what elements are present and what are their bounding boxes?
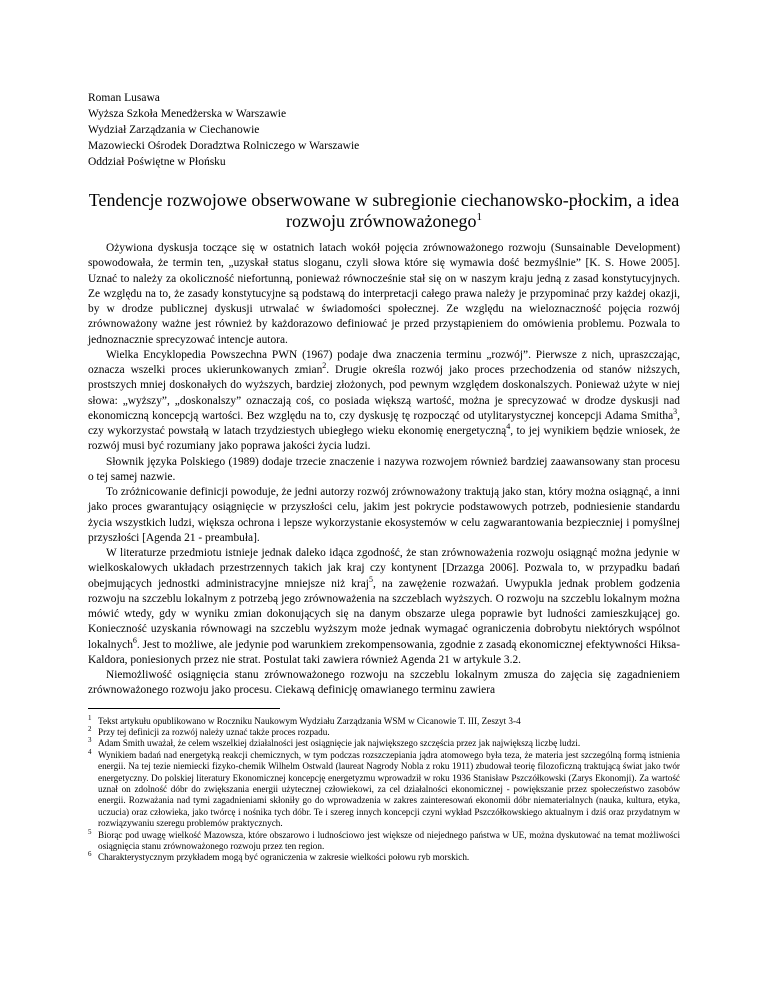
- footnote-ref: 6: [132, 635, 137, 645]
- article-title: [88, 190, 680, 232]
- footnote-text: Biorąc pod uwagę wielkość Mazowsza, które obszarowo i ludnościowo jest większe od niejednego państwa w UE, można dyskutować na temat możliwości osiągnięcia stanu zrównoważonego rozwoju przez ten region.: [98, 829, 680, 851]
- footnote-number: 5: [88, 827, 92, 836]
- paragraph-text: , na zawężenie rozważań. Uwypukla jednak problem godzenia rozwoju na szczeblu lokalnym z potrzebą jego zrównoważenia na szczeblach wyższych. O rozwoju na szczeblu lokalnym można mówić wtedy, gdy w wyniku zmian dokonujących się na danym obszarze ulega poprawie byt ludności zamieszkującej go. Konieczność uzyskania równowagi na szczeblu wyższym może jednak wymagać ograniczenia dobrobytu niektórych wspólnot lokalnych: [88, 577, 680, 651]
- affiliation-line: Wydział Zarządzania w Ciechanowie: [88, 124, 260, 136]
- footnote-text: Charakterystycznym przykładem mogą być ograniczenia w zakresie wielkości połowu ryb morskich.: [98, 852, 470, 863]
- body-paragraph: [88, 241, 680, 348]
- document-page: [88, 90, 680, 864]
- footnote-text: Przy tej definicji za rozwój należy uznać także proces rozpadu.: [98, 726, 330, 737]
- affiliation-line: Oddział Poświętne w Płońsku: [88, 156, 226, 168]
- affiliation-line: Wyższa Szkoła Menedżerska w Warszawie: [88, 108, 287, 120]
- footnote-number: 3: [88, 736, 92, 745]
- paragraph-text: W literaturze przedmiotu istnieje jednak daleko idąca zgodność, że stan zrównoważenia rozwoju osiągnąć można jedynie w wielkoskalowych układach przestrzennych takich jak kraj czy kontynent [Drzazga 2006]. Pozwala to, w przypadku badań obejmujących jednostki administracyjne mniejsze niż kraj: [88, 547, 680, 590]
- footnote: [88, 827, 680, 853]
- footnote-number: 6: [88, 850, 92, 859]
- body-paragraph: [88, 348, 680, 455]
- body-paragraph: [88, 485, 680, 546]
- paragraph-text: , to jej wynikiem będzie wniosek, że rozwój musi być rozumiany jako poprawa jakości życia ludzi.: [88, 425, 680, 453]
- article-body: [88, 241, 680, 699]
- footnotes: [88, 713, 680, 864]
- body-paragraph: [88, 546, 680, 668]
- paragraph-text: Wielka Encyklopedia Powszechna PWN (1967) podaje dwa znaczenia terminu „rozwój”. Pierwsze z nich, upraszczając, oznacza wszelki proces ukierunkowanych zmian: [88, 348, 680, 376]
- paragraph-text: . Jest to możliwe, ale jedynie pod warunkiem zrekompensowania, zgodnie z zasadą ekonomicznej efektywności Hiksa-Kaldora, poniesionych przez nie strat. Postulat taki zawiera również Agenda 21 w artykule 3.2.: [88, 638, 681, 666]
- footnote-number: 1: [88, 713, 92, 722]
- title-footnote-marker: 1: [476, 211, 482, 223]
- affiliation-line: Mazowiecki Ośrodek Doradztwa Rolniczego w Warszawie: [88, 140, 360, 152]
- footnote: [88, 852, 680, 863]
- footnote: [88, 747, 680, 830]
- footnote-ref: 2: [322, 361, 327, 371]
- article-title-text: Tendencje rozwojowe obserwowane w subregionie ciechanowsko-płockim, a idea rozwoju zrównoważonego: [88, 190, 680, 231]
- paragraph-text: . Drugie określa rozwój jako proces przechodzenia od stanów niższych, prostszych mniej doskonałych do wyższych, bardziej złożonych, pod pewnym względem doskonalszych. Ponieważ użyte w niej słowa: „wyższy”, „doskonalszy” oznaczają coś, co posiada większą wartość, można je sprecyzować w drodze dyskusji nad ekonomiczną koncepcją wartości. Bez względu na to, czy dyskusję tę rozpocząć od utylitarystycznej koncepcji Adama Smitha: [88, 364, 680, 422]
- author-name: Roman Lusawa: [88, 92, 160, 104]
- footnote-ref: 5: [368, 574, 373, 584]
- footnote-ref: 3: [673, 406, 678, 416]
- footnote-ref: 4: [506, 422, 511, 432]
- footnote-number: 4: [88, 747, 92, 756]
- paragraph-text: Słownik języka Polskiego (1989) dodaje trzecie znaczenie i nazywa rozwojem również bardziej zaawansowany stan procesu o tej samej nazwie.: [88, 455, 680, 483]
- body-paragraph: [88, 455, 680, 486]
- footnote: [88, 738, 680, 749]
- paragraph-text: Niemożliwość osiągnięcia stanu zrównoważonego rozwoju na szczeblu lokalnym zmusza do zajęcia się zagadnieniem zrównoważonego rozwoju jako procesu. Ciekawą definicję omawianego terminu zawiera: [88, 669, 680, 697]
- footnote-text: Adam Smith uważał, że celem wszelkiej działalności jest osiągnięcie jak największego szczęścia przez jak największą liczbę ludzi.: [98, 738, 581, 749]
- body-paragraph: [88, 668, 680, 699]
- footnote-number: 2: [88, 724, 92, 733]
- footnote-divider: [88, 708, 280, 709]
- footnote: [88, 724, 680, 738]
- footnote-text: Wynikiem badań nad energetyką reakcji chemicznych, w tym podczas rozszczepiania jądra atomowego była teza, że materia jest szczególną formą istnienia energii. Na tej tezie niemiecki fizyko-chemik Wilhelm Ostwald (laureat Nagrody Nobla z roku 1911) zbudował teorię filozoficzną traktującą świat jako twór energetyczny. Do polskiej literatury Ekonomicznej koncepcję energetyzmu wprowadził w roku 1936 Stanisław Pszczółkowski (Zarys Ekonomji). Za wartość uznał on zdolność dóbr do zwiększania energii użytecznej człowiekowi, za cel działalności ekonomicznej - powiększanie przez społeczeństwo zasobów energii. Rozważania nad tymi zagadnieniami skłoniły go do wprowadzenia w zakres zainteresowań ekonomii dóbr niematerialnych (nauka, kultura, etyka, uczucia) oraz człowieka, jako twórcę i nośnika tych dóbr. Te i szereg innych koncepcji czyni wykład Pszczółkowskiego aktualnym i dziś oraz przydatnym w rozwiązywaniu szeregu problemów praktycznych.: [98, 749, 680, 829]
- paragraph-text: To zróżnicowanie definicji powoduje, że jedni autorzy rozwój zrównoważony traktują jako stan, który można osiągnąć, a inni jako proces gwarantujący osiągnięcie w przyszłości celu, jakim jest pokrycie podstawowych potrzeb, podniesienie standardu życia wszystkich ludzi, większa ochrona i lepsze wykorzystanie ekosystemów w celu zagwarantowania bezpieczniej i pomyślnej przyszłości [Agenda 21 - preambuła].: [88, 486, 680, 544]
- paragraph-text: , czy wykorzystać powstałą w latach trzydziestych ubiegłego wieku ekonomię energetyczną: [88, 409, 680, 437]
- footnote: [88, 713, 680, 727]
- paragraph-text: Ożywiona dyskusja toczące się w ostatnich latach wokół pojęcia zrównoważonego rozwoju (Sunsainable Development) spowodowała, że termin ten, „uzyskał status sloganu, czyli słowa które się wymawia dość bezmyślnie” [K. S. Howe 2005]. Uznać to należy za okoliczność niefortunną, ponieważ równocześnie stał się on w naszym kraju jedną z zasad konstytucyjnych. Ze względu na to, że zasady konstytucyjne są podstawą do interpretacji całego prawa należy je przypominać przy każdej okazji, by w drodze publicznej dyskusji utrwalać w świadomości społecznej. Ze względu na wieloznaczność pojęcia rozwój zrównoważony ważne jest również by każdorazowo definiować je przed przystąpieniem do omówienia problemu. Pozwala to jednoznacznie sprecyzować intencje autora.: [88, 242, 680, 346]
- author-affiliation: [88, 90, 680, 170]
- footnote-text: Tekst artykułu opublikowano w Roczniku Naukowym Wydziału Zarządzania WSM w Cicanowie T. III, Zeszyt 3-4: [98, 715, 521, 726]
